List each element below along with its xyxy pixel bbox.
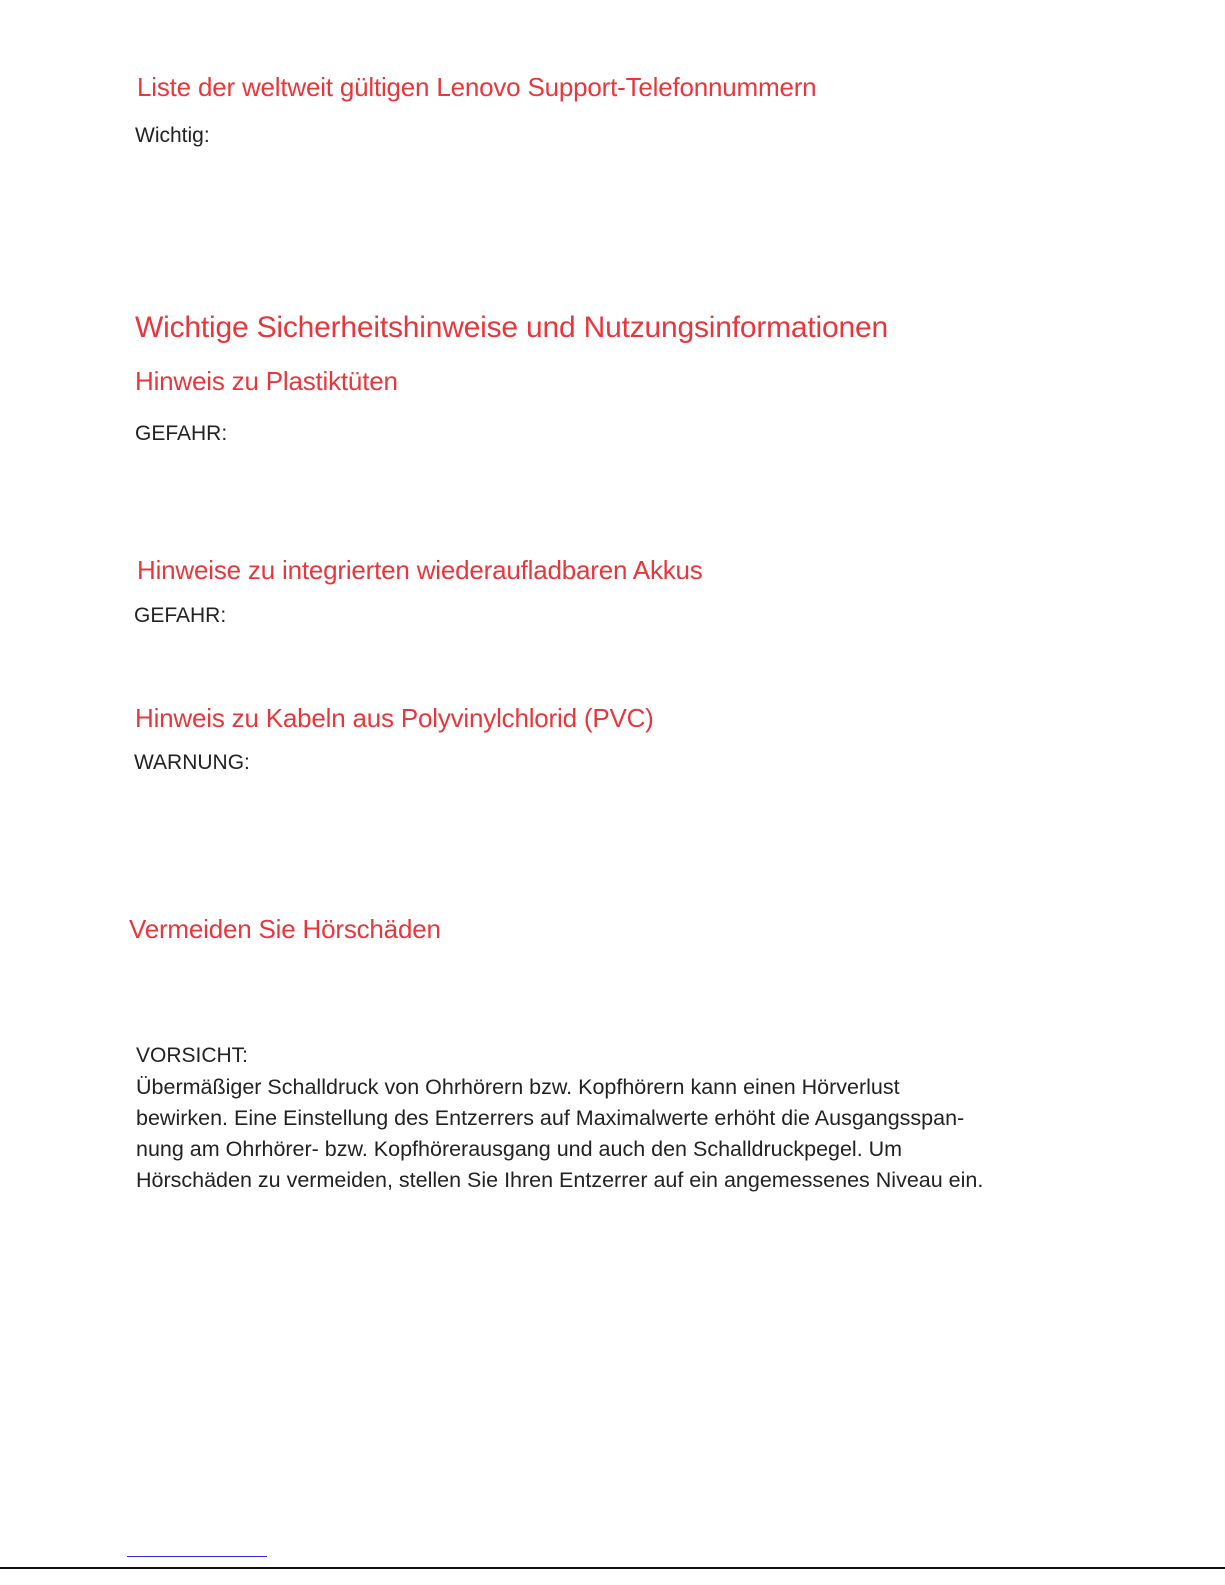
safety-main-heading: Wichtige Sicherheitshinweise und Nutzungsinformationen [135,311,888,344]
hearing-caution-text [136,1072,983,1196]
battery-heading: Hinweise zu integrierten wiederaufladbaren Akkus [137,555,703,585]
hearing-caution-label: VORSICHT: [136,1044,249,1067]
page-bottom-divider [0,1567,1225,1569]
pvc-warning-label: WARNUNG: [134,751,250,774]
support-numbers-heading: Liste der weltweit gültigen Lenovo Support-Telefonnummern [137,72,817,102]
plastic-danger-label: GEFAHR: [135,422,228,445]
battery-danger-label: GEFAHR: [134,604,227,627]
plastic-bags-heading: Hinweis zu Plastiktüten [135,366,398,396]
pvc-cable-heading: Hinweis zu Kabeln aus Polyvinylchlorid (PVC) [135,703,654,733]
hearing-caution-line: nung am Ohrhörer- bzw. Kopfhörerausgang und auch den Schalldruckpegel. Um [136,1137,903,1161]
hearing-caution-line: bewirken. Eine Einstellung des Entzerrers auf Maximalwerte erhöht die Ausgangsspan- [136,1106,965,1130]
hearing-caution-line: Hörschäden zu vermeiden, stellen Sie Ihren Entzerrer auf ein angemessenes Niveau ein. [136,1168,984,1192]
support-important-label: Wichtig: [135,124,210,147]
hearing-damage-heading: Vermeiden Sie Hörschäden [129,914,441,944]
hearing-caution-line: Übermäßiger Schalldruck von Ohrhörern bzw. Kopfhörern kann einen Hörverlust [136,1075,900,1099]
footnote-divider [127,1556,267,1557]
